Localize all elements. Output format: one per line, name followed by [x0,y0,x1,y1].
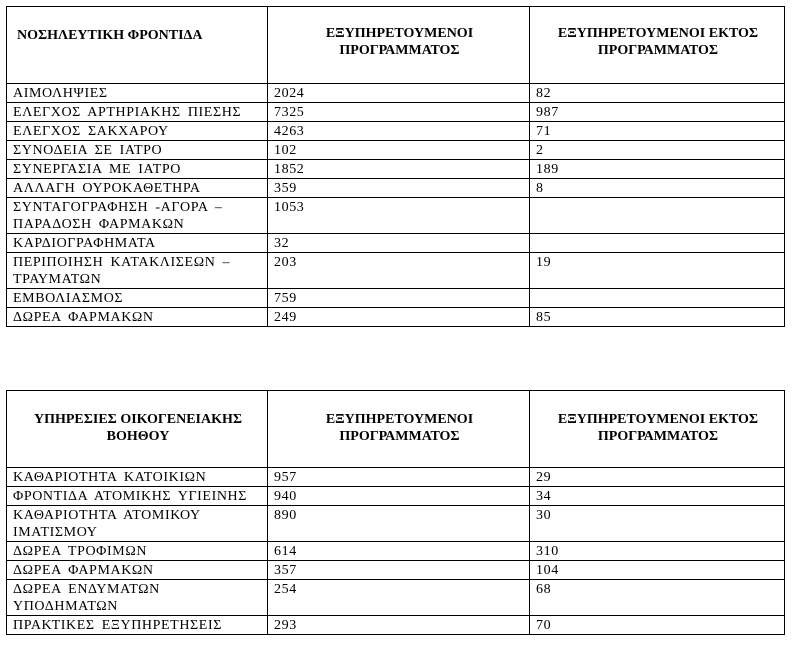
table-row [7,103,785,122]
cell-service: ΠΡΑΚΤΙΚΕΣ ΕΞΥΠΗΡΕΤΗΣΕΙΣ [7,616,268,635]
table-row [7,487,785,506]
table-row [7,160,785,179]
cell-out-of-program [530,289,785,308]
cell-in-program: 359 [268,179,530,198]
table-row [7,179,785,198]
table-row [7,289,785,308]
table-row [7,308,785,327]
cell-in-program: 2024 [268,84,530,103]
table-row [7,234,785,253]
table-row [7,84,785,103]
cell-in-program: 890 [268,506,530,542]
table-row [7,141,785,160]
cell-out-of-program: 2 [530,141,785,160]
cell-in-program: 254 [268,580,530,616]
cell-service: ΔΩΡΕΑ ΕΝΔΥΜΑΤΩΝ ΥΠΟΔΗΜΑΤΩΝ [7,580,268,616]
cell-out-of-program: 70 [530,616,785,635]
cell-in-program: 357 [268,561,530,580]
cell-out-of-program: 104 [530,561,785,580]
cell-service: ΕΛΕΓΧΟΣ ΣΑΚΧΑΡΟΥ [7,122,268,141]
table-row [7,561,785,580]
cell-in-program: 7325 [268,103,530,122]
cell-service: ΦΡΟΝΤΙΔΑ ΑΤΟΜΙΚΗΣ ΥΓΙΕΙΝΗΣ [7,487,268,506]
table-body [7,84,785,327]
cell-in-program: 249 [268,308,530,327]
cell-in-program: 759 [268,289,530,308]
cell-in-program: 32 [268,234,530,253]
cell-in-program: 1852 [268,160,530,179]
table-header-row [7,391,785,468]
table-row [7,122,785,141]
column-header-in-program: ΕΞΥΠΗΡΕΤΟΥΜΕΝΟΙ ΠΡΟΓΡΑΜΜΑΤΟΣ [268,391,530,468]
cell-service: ΣΥΝΟΔΕΙΑ ΣΕ ΙΑΤΡΟ [7,141,268,160]
nursing-care-table [6,6,785,327]
cell-in-program: 957 [268,468,530,487]
cell-in-program: 940 [268,487,530,506]
cell-in-program: 203 [268,253,530,289]
cell-service: ΑΛΛΑΓΗ ΟΥΡΟΚΑΘΕΤΗΡΑ [7,179,268,198]
table-row [7,198,785,234]
cell-out-of-program: 68 [530,580,785,616]
cell-out-of-program: 71 [530,122,785,141]
cell-out-of-program: 310 [530,542,785,561]
cell-out-of-program: 85 [530,308,785,327]
column-header-in-program: ΕΞΥΠΗΡΕΤΟΥΜΕΝΟΙ ΠΡΟΓΡΑΜΜΑΤΟΣ [268,7,530,84]
cell-service: ΚΑΘΑΡΙΟΤΗΤΑ ΚΑΤΟΙΚΙΩΝ [7,468,268,487]
table-row [7,580,785,616]
cell-in-program: 1053 [268,198,530,234]
cell-in-program: 293 [268,616,530,635]
column-header-service: ΥΠΗΡΕΣΙΕΣ ΟΙΚΟΓΕΝΕΙΑΚΗΣ ΒΟΗΘΟΥ [7,391,268,468]
cell-out-of-program: 34 [530,487,785,506]
table-row [7,253,785,289]
cell-service: ΕΛΕΓΧΟΣ ΑΡΤΗΡΙΑΚΗΣ ΠΙΕΣΗΣ [7,103,268,122]
cell-service: ΕΜΒΟΛΙΑΣΜΟΣ [7,289,268,308]
cell-out-of-program [530,198,785,234]
cell-service: ΚΑΡΔΙΟΓΡΑΦΗΜΑΤΑ [7,234,268,253]
table-row [7,506,785,542]
column-header-out-of-program: ΕΞΥΠΗΡΕΤΟΥΜΕΝΟΙ ΕΚΤΟΣ ΠΡΟΓΡΑΜΜΑΤΟΣ [530,391,785,468]
column-header-service: ΝΟΣΗΛΕΥΤΙΚΗ ΦΡΟΝΤΙΔΑ [7,7,268,84]
cell-service: ΣΥΝΕΡΓΑΣΙΑ ΜΕ ΙΑΤΡΟ [7,160,268,179]
cell-out-of-program: 29 [530,468,785,487]
table-body [7,468,785,635]
table-row [7,542,785,561]
table-header-row [7,7,785,84]
cell-out-of-program: 189 [530,160,785,179]
cell-out-of-program [530,234,785,253]
cell-out-of-program: 8 [530,179,785,198]
cell-service: ΚΑΘΑΡΙΟΤΗΤΑ ΑΤΟΜΙΚΟΥ ΙΜΑΤΙΣΜΟΥ [7,506,268,542]
cell-out-of-program: 82 [530,84,785,103]
cell-service: ΔΩΡΕΑ ΤΡΟΦΙΜΩΝ [7,542,268,561]
table-row [7,468,785,487]
cell-service: ΣΥΝΤΑΓΟΓΡΑΦΗΣΗ -ΑΓΟΡΑ – ΠΑΡΑΔΟΣΗ ΦΑΡΜΑΚΩΝ [7,198,268,234]
cell-service: ΔΩΡΕΑ ΦΑΡΜΑΚΩΝ [7,308,268,327]
cell-in-program: 102 [268,141,530,160]
family-helper-services-table [6,390,785,635]
cell-out-of-program: 19 [530,253,785,289]
cell-out-of-program: 30 [530,506,785,542]
cell-in-program: 614 [268,542,530,561]
cell-out-of-program: 987 [530,103,785,122]
cell-service: ΔΩΡΕΑ ΦΑΡΜΑΚΩΝ [7,561,268,580]
column-header-out-of-program: ΕΞΥΠΗΡΕΤΟΥΜΕΝΟΙ ΕΚΤΟΣ ΠΡΟΓΡΑΜΜΑΤΟΣ [530,7,785,84]
cell-service: ΠΕΡΙΠΟΙΗΣΗ ΚΑΤΑΚΛΙΣΕΩΝ – ΤΡΑΥΜΑΤΩΝ [7,253,268,289]
table-row [7,616,785,635]
cell-in-program: 4263 [268,122,530,141]
cell-service: ΑΙΜΟΛΗΨΙΕΣ [7,84,268,103]
